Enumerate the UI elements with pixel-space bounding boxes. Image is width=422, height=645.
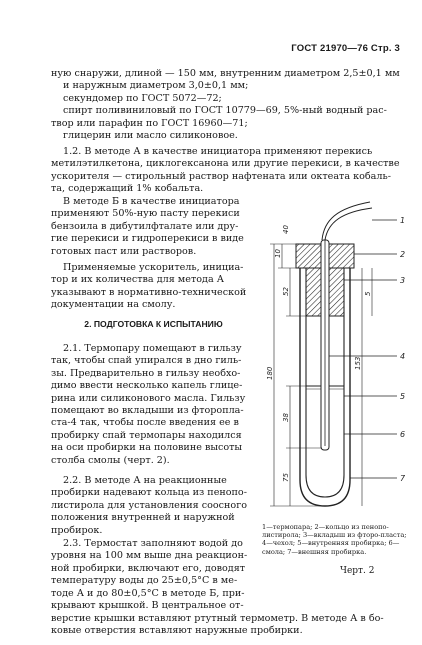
text-line: температуру воды до 25±0,5°С в ме- xyxy=(51,575,238,587)
paragraph-1-2 xyxy=(51,146,403,196)
figure-caption: Черт. 2 xyxy=(340,566,375,576)
callout-label: 2 xyxy=(400,250,406,259)
text-line: пробирки надевают кольца из пенопо- xyxy=(51,487,247,499)
dimension-label: 153 xyxy=(354,356,362,370)
text-line: глицерин или масло силиконовое. xyxy=(63,130,238,142)
callout-label: 4 xyxy=(400,352,406,361)
callout-label: 1 xyxy=(400,216,406,225)
text-line: ную снаружи, длиной — 150 мм, внутренним диаметром 2,5±0,1 мм xyxy=(51,68,400,79)
text-line: 2.2. В методе А на реакционные xyxy=(63,475,227,486)
dimension-label: 75 xyxy=(282,473,290,482)
paragraph-method-b xyxy=(51,196,256,258)
paragraph-2-2 xyxy=(51,475,256,537)
callout-label: 3 xyxy=(400,276,406,285)
text-line: на оси пробирки на половине высоты xyxy=(51,442,243,454)
text-line: уровня на 100 мм выше дна реакцион- xyxy=(51,550,248,562)
page-header: ГОСТ 21970—76 Стр. 3 xyxy=(291,43,400,54)
text-line: тоде А и до 80±0,5°С в методе Б, при- xyxy=(51,587,245,599)
text-line: твор или парафин по ГОСТ 16960—71; xyxy=(51,117,248,129)
text-line: метилэтилкетона, циклогексанона или другие перекиси, в качестве xyxy=(51,158,400,170)
text-line: димо ввести несколько капель глице- xyxy=(51,380,243,392)
thermocouple-wire xyxy=(322,202,370,240)
text-line: 1.2. В методе А в качестве инициатора применяют перекись xyxy=(63,146,373,157)
paragraph-2-3 xyxy=(51,538,256,612)
paragraph-2-1 xyxy=(51,343,256,467)
text-line: зы. Предварительно в гильзу необхо- xyxy=(51,367,241,379)
text-line: пробирку спай термопары находился xyxy=(51,429,242,441)
text-line: документации на смолу. xyxy=(51,299,176,311)
callout-label: 5 xyxy=(400,392,406,401)
text-line: и наружным диаметром 3,0±0,1 мм; xyxy=(63,80,249,92)
text-line: помещают во вкладыши из фторопла- xyxy=(51,405,244,417)
text-line: В методе Б в качестве инициатора xyxy=(63,196,240,207)
text-line: секундомер по ГОСТ 5072—72; xyxy=(63,92,222,104)
text-line: ной пробирки, включают его, доводят xyxy=(51,562,246,574)
text-line: бензоила в дибутилфталате или дру- xyxy=(51,220,239,232)
dimension-label: 52 xyxy=(282,287,290,296)
callout-label: 7 xyxy=(400,474,406,483)
dimension-label: 40 xyxy=(282,225,290,234)
text-line: верстие крышки вставляют ртутный термометр. В методе А в бо- xyxy=(51,613,384,624)
text-line: Применяемые ускоритель, инициа- xyxy=(63,262,244,273)
text-line: тор и их количества для метода А xyxy=(51,274,224,286)
test-tube-drawing xyxy=(262,190,420,520)
text-line: гие перекиси и гидроперекиси в виде xyxy=(51,233,244,245)
dimension-label: 180 xyxy=(266,366,274,380)
text-line: столба смолы (черт. 2). xyxy=(51,454,170,466)
dimension-label: 10 xyxy=(274,249,282,258)
section-title: 2. ПОДГОТОВКА К ИСПЫТАНИЮ xyxy=(84,319,223,329)
text-line: указывают в нормативно-технической xyxy=(51,286,247,298)
text-line: 2.3. Термостат заполняют водой до xyxy=(63,538,243,549)
text-line: применяют 50%-ную пасту перекиси xyxy=(51,208,240,220)
text-line: готовых паст или растворов. xyxy=(51,245,197,257)
text-line: 2.1. Термопару помещают в гильзу xyxy=(63,343,242,354)
text-line: та, содержащий 1% кобальта. xyxy=(51,183,204,195)
text-line: так, чтобы спай упирался в дно гиль- xyxy=(51,355,242,367)
bottom-text-block xyxy=(51,613,403,638)
dimension-label: 38 xyxy=(282,413,290,422)
text-line: ста-4 так, чтобы после введения ее в xyxy=(51,417,239,429)
thermocouple-wire xyxy=(325,208,372,240)
text-line: листирола для установления соосного xyxy=(51,499,247,511)
text-line: рина или силиконового масла. Гильзу xyxy=(51,392,246,404)
dimension-label: 5 xyxy=(364,291,372,296)
text-line: спирт поливиниловый по ГОСТ 10779—69, 5%-ный водный рас- xyxy=(63,105,387,117)
paragraph-accelerator xyxy=(51,262,256,312)
text-line: пробирок. xyxy=(51,524,103,536)
text-line: ковые отверстия вставляют наружные пробирки. xyxy=(51,625,303,637)
text-line: положения внутренней и наружной xyxy=(51,512,235,524)
figure-legend: 1—термопара; 2—кольцо из пенопо-листирола; 3—вкладыш из фторо-пласта; 4—чехол; 5—внутренняя пробирка; 6—смола; 7—внешняя пробирка. xyxy=(262,523,407,556)
top-text-block xyxy=(51,68,403,142)
text-line: ускорителя — стирольный раствор нафтената или октеата кобаль- xyxy=(51,170,391,182)
text-line: крывают крышкой. В центральное от- xyxy=(51,600,244,612)
callout-label: 6 xyxy=(400,430,406,439)
